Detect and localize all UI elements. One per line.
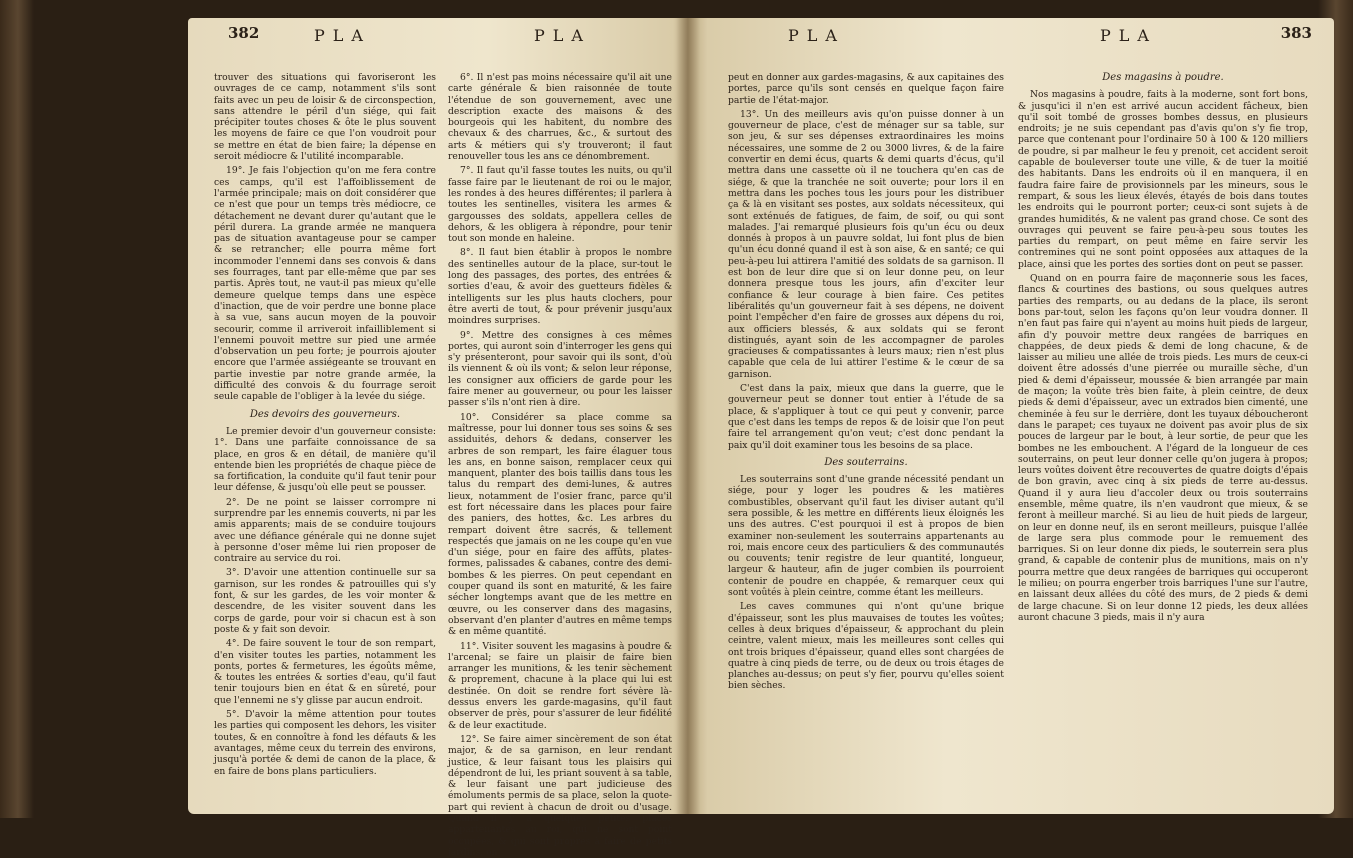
paragraph: 3°. D'avoir une attention continuelle sur sa garnison, sur les rondes & patrouilles qui s'y font, & sur les gardes, de les voir monter & descendre, de les visiter souvent dans les corps de garde, pour voir si chacun est à son poste & y fait son devoir. xyxy=(214,567,436,635)
running-head: PLA xyxy=(788,26,845,45)
paragraph: C'est dans la paix, mieux que dans la guerre, que le gouverneur peut se donner tout entier à l'étude de sa place, & s'appliquer à tout ce qui peut y convenir, parce que c'est dans les temps de repos & de loisir que l'on peut faire tel arrangement qu'on veut; c'est donc pendant la paix qu'il doit examiner tous les besoins de sa place. xyxy=(728,383,1004,451)
paragraph: Les caves communes qui n'ont qu'une brique d'épaisseur, sont les plus mauvaises de toutes les voûtes; celles à deux briques d'épaisseur, & approchant du plein ceintre, valent mieux, mais les meilleures sont celles qui ont trois briques d'épaisseur, quand elles sont chargées de quatre à cinq pieds de terre, ou de deux ou trois étages de planches au-dessus; on peut s'y fier, pourvu qu'elles soient bien sèches. xyxy=(728,601,1004,692)
paragraph: Le premier devoir d'un gouverneur consiste: 1°. Dans une parfaite connoissance de sa place, en gros & en détail, de manière qu'il entende bien les propriétés de chaque pièce de sa fortification, la conduite qu'il faut tenir pour leur défense, & jusqu'où elle peut se pousser. xyxy=(214,425,436,494)
paragraph: 6°. Il n'est pas moins nécessaire qu'il ait une carte générale & bien raisonnée de toute l'étendue de son gouvernement, avec une description exacte des maisons & des bourgeois qui les habitent, du nombre des chevaux & des charrues, &c., & surtout des arts & métiers qui s'y trouveront; il faut renouveller tous les ans ce dénombrement. xyxy=(448,72,672,163)
paragraph: Quand on en pourra faire de maçonnerie sous les faces, flancs & courtines des bastions, ou sous quelques autres parties des remparts, ou au dedans de la place, ils seront bons par-tout, selon les façons qu'on leur voudra donner. Il n'en faut pas faire qui n'ayent au moins huit pieds de largeur, afin d'y pouvoir mettre deux rangées de barriques en chappées, de deux pieds & demi de long chacune, & de laisser au milieu une allée de trois pieds. Les murs de ceux-ci doivent être adossés d'une pierrée ou muraille sèche, d'un pied & demi d'épaisseur, moussée & bien arrangée par main de maçon; la voûte très bien faite, à plein ceintre, de deux pieds & demi d'épaisseur, avec un extrados bien cimenté, une cheminée à feu sur le derrière, dont les tuyaux déboucheront dans le parapet; ces tuyaux ne doivent pas avoir plus de six pouces de largeur par le bout, à leur sortie, de peur que les bombes ne les embouchent. A l'égard de la longueur de ces souterrains, on peut leur donner celle qu'on jugera à propos; leurs voûtes doivent être recouvertes de quatre doigts d'épais de bon gravin, avec cinq à six pieds de terre au-dessus. Quand il y aura lieu d'accoler deux ou trois souterrains ensemble, même quatre, ils n'en vaudront que mieux, & se feront à meilleur marché. Si au lieu de huit pieds de largeur, on leur en donne neuf, ils en seront meilleurs, puisque l'allée de large sera plus commode pour le remuement des barriques. Si on leur donne dix pieds, le souterrein sera plus grand, & capable de contenir plus de munitions, mais on n'y pourra mettre que deux rangées de barriques qui occuperont le milieu; on pourra engerber trois barriques l'une sur l'autre, en laissant deux allées du côté des murs, de 2 pieds & demi de large chacune. Si on leur donne 12 pieds, les deux allées auront chacune 3 pieds, mais il n'y aura xyxy=(1018,273,1308,623)
paragraph: trouver des situations qui favoriseront les ouvrages de ce camp, notamment s'ils sont faits avec un peu de loisir & de circonspection, sans attendre le péril d'un siége, qui fait précipiter toutes choses & ôte le plus souvent les moyens de faire ce que l'on voudroit pour se mettre en état de bien faire; la dépense en seroit médiocre & l'utilité incomparable. xyxy=(214,72,436,163)
section-title: Des souterrains. xyxy=(824,456,908,468)
text-column-2 xyxy=(1018,72,1308,798)
paragraph: 10°. Considérer sa place comme sa maîtresse, pour lui donner tous ses soins & ses assiduités, dehors & dedans, conserver les arbres de son rempart, les faire élaguer tous les ans, en bonne saison, remplacer ceux qui manquent, planter des bois taillis dans tous les talus du rempart des demi-lunes, & autres lieux, notamment de l'osier franc, parce qu'il est fort nécessaire dans les places pour faire des paniers, des hottes, &c. Les arbres du rempart doivent être sacrés, & tellement respectés que jamais on ne les coupe qu'en vue d'un siége, pour en faire des affûts, plates-formes, palissades & cabanes, contre des demi-bombes & les pierres. On peut cependant en couper quand ils sont en maturité, & les faire sécher longtemps avant que de les mettre en œuvre, ou les conserver dans des magasins, observant d'en planter d'autres en même temps & en même quantité. xyxy=(448,411,672,638)
text-column-1 xyxy=(214,72,436,798)
text-column-1 xyxy=(728,72,1004,798)
paragraph: 13°. Un des meilleurs avis qu'on puisse donner à un gouverneur de place, c'est de ménager sur sa table, sur son jeu, & sur ses dépenses extraordinaires les moins nécessaires, une somme de 2 ou 3000 livres, & de la faire convertir en demi écus, quarts & demi quarts d'écus, qu'il mettra dans une cassette où il ne touchera qu'en cas de siége, & que la tranchée ne soit ouverte; pour lors il en mettra dans les poches tous les jours pour les distribuer ça & là en visitant ses postes, aux soldats nécessiteux, qui sont exténués de fatigues, de faim, de soif, ou qui sont malades. J'ai remarqué plusieurs fois qu'un écu ou deux donnés à propos à un pauvre soldat, lui font plus de bien qu'un écu donné quand il est à son aise, & en santé; ce qui peu-à-peu lui attirera l'amitié des soldats de sa garnison. Il est bon de leur dire que si on leur donne peu, on leur donnera presque tous les jours, afin d'exciter leur confiance & leur courage à bien faire. Ces petites libéralités qu'un gouverneur fait à ses dépens, ne doivent point l'empêcher d'en faire de grosses aux dépens du roi, aux officiers blessés, & aux soldats qui se feront distingués, ayant soin de les accompagner de paroles gracieuses & compatissantes à leurs maux; rien n'est plus capable que cela de lui attirer l'estime & le cœur de sa garnison. xyxy=(728,108,1004,380)
paragraph: 9°. Mettre des consignes à ces mêmes portes, qui auront soin d'interroger les gens qui s'y présenteront, pour savoir qui ils sont, d'où ils viennent & où ils vont; & selon leur réponse, les consigner aux officiers de garde pour les faire mener au gouverneur, ou pour les laisser passer s'ils n'ont rien à dire. xyxy=(448,329,672,409)
paragraph: Les souterrains sont d'une grande nécessité pendant un siége, pour y loger les poudres & les matières combustibles, observant qu'il faut les diviser autant qu'il sera possible, & les mettre en différents lieux éloignés les uns des autres. C'est pourquoi il est à propos de bien examiner non-seulement les souterrains appartenants au roi, mais encore ceux des particuliers & des communautés ou couvents; tenir registre de leur quantité, longueur, largeur & hauteur, afin de juger combien ils pourroient contenir de poudre en chappée, & remarquer ceux qui sont voûtés à plein ceintre, comme étant les meilleurs. xyxy=(728,474,1004,599)
running-head: PLA xyxy=(1100,26,1157,45)
running-head: PLA xyxy=(314,26,371,45)
paragraph: 2°. De ne point se laisser corrompre ni surprendre par les ennemis couverts, ni par les amis apparents; mais de se conduire toujours avec une défiance générale qui ne donne sujet à personne d'oser même lui rien proposer de contraire au service du roi. xyxy=(214,496,436,565)
section-title: Des magasins à poudre. xyxy=(1102,72,1224,83)
book-gutter xyxy=(676,18,700,814)
running-head: PLA xyxy=(534,26,591,45)
page-number: 383 xyxy=(1280,24,1312,42)
paragraph: peut en donner aux gardes-magasins, & aux capitaines des portes, parce qu'ils sont censés en quelque façon faire partie de l'état-major. xyxy=(728,72,1004,106)
text-column-2 xyxy=(448,72,672,858)
section-title: Des devoirs des gouverneurs. xyxy=(249,408,401,420)
paragraph: 4°. De faire souvent le tour de son rempart, d'en visiter toutes les parties, notamment les ponts, portes & fermetures, les égoûts même, & toutes les entrées & sorties d'eau, qu'il faut tenir toujours bien en état & en sûreté, pour que l'ennemi ne s'y glisse par aucun endroit. xyxy=(214,638,436,706)
paragraph: 7°. Il faut qu'il fasse toutes les nuits, ou qu'il fasse faire par le lieutenant de roi ou le major, les rondes à des heures différentes; il parlera à toutes les sentinelles, visitera les armes & gargousses des soldats, appellera celles de dehors, & les obligera à répondre, pour tenir tout son monde en haleine. xyxy=(448,165,672,245)
left-page xyxy=(188,18,688,858)
paragraph: 5°. D'avoir la même attention pour toutes les parties qui composent les dehors, les visiter toutes, & en connoître à fond les défauts & les avantages, même ceux du terrein des environs, jusqu'à portée & demi de canon de la place, & en faire de bons plans particuliers. xyxy=(214,709,436,777)
paragraph: 12°. Se faire aimer sincèrement de son état major, & de sa garnison, en leur rendant justice, & leur faisant tous les plaisirs qui dépendront de lui, les priant souvent à sa table, & leur faisant une part judicieuse des émoluments permis de sa place, selon la quote-part qui revient à chacun de droit ou d'usage. Quand il y a quelques petites places appartenantes au roi, qui ne sont point occupées, & qui sont propres à faire de petits jardins, on xyxy=(448,733,672,858)
paragraph: 11°. Visiter souvent les magasins à poudre & l'arcenal; se faire un plaisir de faire bien arranger les munitions, & les tenir sèchement & proprement, chacune à la place qui lui est destinée. On doit se rendre fort sévère là-dessus envers les garde-magasins, qu'il faut observer de près, pour s'assurer de leur fidélité & de leur exactitude. xyxy=(448,640,672,731)
page-number: 382 xyxy=(228,24,260,42)
right-page xyxy=(688,18,1334,814)
paragraph: Nos magasins à poudre, faits à la moderne, sont fort bons, & jusqu'ici il n'en est arrivé aucun accident fâcheux, bien qu'il soit tombé de grosses bombes dessus, en plusieurs endroits; je ne suis cependant pas d'avis qu'on s'y fie trop, parce que contenant pour l'ordinaire 50 à 100 & 120 milliers de poudre, si par malheur le feu y prenoit, cet accident seroit capable de bouleverser toute une ville, & de tuer la moitié des habitants. Dans les endroits où il en manquera, il en faudra faire faire de provisionnels par les mineurs, sous le rempart, & sous les lieux élevés, étayés de bois dans toutes les endroits qui le pourront porter; ceux-ci sont sujets à de grandes humidités, & ne valent pas grand chose. Ce sont des ouvrages qui peuvent se faire peu-à-peu sous toutes les parties du rempart, on peut même en faire servir les contremines qui ne sont point opposées aux attaques de la place, ainsi que les portes des sorties dont on peut se passer. xyxy=(1018,89,1308,270)
paragraph: 19°. Je fais l'objection qu'on me fera contre ces camps, qu'il est l'affoiblissement de l'armée principale; mais on doit considérer que ce n'est que pour un temps très médiocre, ce détachement ne devant durer qu'autant que le péril durera. La grande armée ne manquera pas de situation avantageuse pour se camper & se retrancher; elle pourra même fort incommoder l'ennemi dans ses convois & dans ses fourrages, tant par elle-même que par ses partis. Après tout, ne vaut-il pas mieux qu'elle demeure quelque temps dans une espèce d'inaction, que de voir perdre une bonne place à sa vue, sans aucun moyen de la pouvoir secourir, comme il arriveroit infailliblement si l'ennemi pouvoit mettre sur pied une armée d'observation un peu forte; je pourrois ajouter encore que l'armée assiégeante se trouvant en partie investie par notre grande armée, la difficulté des convois & du fourrage seroit seule capable de l'obliger à la levée du siége. xyxy=(214,165,436,403)
paragraph: 8°. Il faut bien établir à propos le nombre des sentinelles autour de la place, sur-tout le long des passages, des portes, des entrées & sorties d'eau, & avoir des guetteurs fidèles & intelligents sur les plus hauts clochers, pour être averti de tout, & pour prévenir jusqu'aux moindres surprises. xyxy=(448,247,672,327)
